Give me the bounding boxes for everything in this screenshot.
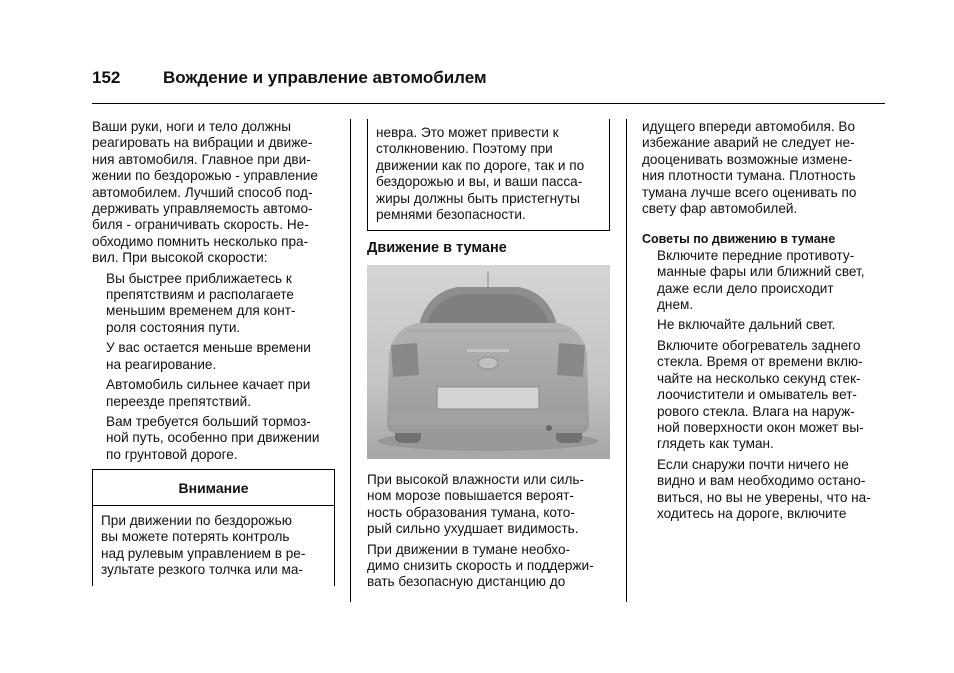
car-in-fog-photo <box>367 265 610 459</box>
column-divider <box>626 119 627 602</box>
column-divider <box>350 119 351 602</box>
paragraph: При движении в тумане необхо- димо снизить скорость и поддержи- вать безопасную дистанцию до <box>367 541 594 590</box>
warning-box-continued <box>367 119 610 231</box>
column-3 <box>642 119 892 522</box>
car-rear-illustration <box>367 265 610 459</box>
subheading: Советы по движению в тумане <box>642 232 836 247</box>
list-item: Не включайте дальний свет. <box>657 317 836 333</box>
warning-title: Внимание <box>93 470 334 506</box>
page-number: 152 <box>92 68 121 87</box>
list-item: Включите передние противоту- манные фары или ближний свет, даже если дело происходит днем. <box>657 247 865 313</box>
page-title: Вождение и управление автомобилем <box>163 68 487 87</box>
column-1 <box>92 119 342 463</box>
warning-text: При движении по бездорожью вы можете потерять контроль над рулевым управлением в ре- зультате резкого толчка или ма- <box>101 513 306 578</box>
paragraph: идущего впереди автомобиля. Во избежание аварий не следует не- дооценивать возможные измене- ния плотности тумана. Плотность тумана лучше всего оценивать по свету фар автомобилей. <box>642 119 857 217</box>
column-2 <box>367 472 617 591</box>
list-item: Автомобиль сильнее качает при переезде препятствий. <box>106 377 311 409</box>
warning-box <box>92 469 335 586</box>
list-item: Вам требуется больший тормоз- ной путь, особенно при движении по грунтовой дороге. <box>106 413 320 462</box>
list-item: Включите обогреватель заднего стекла. Время от времени вклю- чайте на несколько секунд стек- лоочистители и омыватель вет- рового стекла. Влага на наруж- ной поверхности окон может вы- глядеть как туман. <box>657 337 864 452</box>
header-rule <box>92 103 885 104</box>
warning-continued-text: невра. Это может привести к столкновению. Поэтому при движении как по дороге, так и по бездорожью и вы, и ваши пасса- жиры должны быть пристегнуты ремнями безопасности. <box>376 125 585 223</box>
intro-paragraph: Ваши руки, ноги и тело должны реагировать на вибрации и движе- ния автомобиля. Главное при дви- жении по бездорожью - управление автомобилем. Лучший способ под- держивать управляемость автомо- биля - ограничивать скорость. Не- обходимо помнить несколько пра- вил. При высокой скорости: <box>92 119 318 266</box>
section-title: Движение в тумане <box>367 240 507 256</box>
list-item: У вас остается меньше времени на реагирование. <box>106 340 311 372</box>
list-item: Если снаружи почти ничего не видно и вам необходимо остано- виться, но вы не уверены, что на- ходитесь на дороге, включите <box>657 456 871 521</box>
list-item: Вы быстрее приближаетесь к препятствиям и располагаете меньшим временем для конт- роля состояния пути. <box>106 270 296 335</box>
paragraph: При высокой влажности или силь- ном морозе повышается вероят- ность образования тумана, кото- рый сильно ухудшает видимость. <box>367 472 585 537</box>
